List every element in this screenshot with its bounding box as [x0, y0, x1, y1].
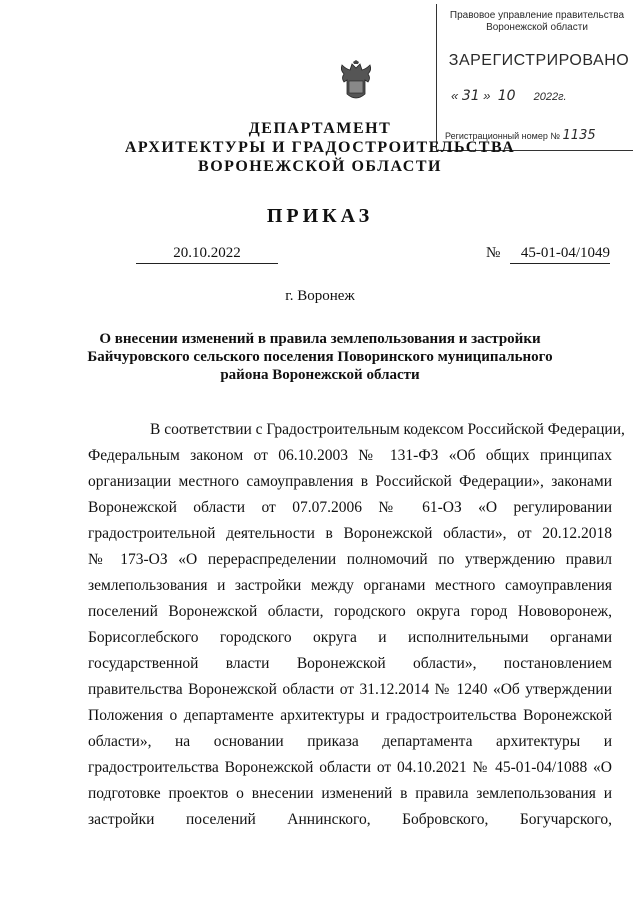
body-line: градостроительства Воронежской области от 04.10.2021 № 45-01-04/1088 «О: [88, 759, 612, 776]
body-line: организации местного самоуправления в Российской Федерации», законами: [88, 473, 612, 490]
stamp-authority: [445, 10, 629, 34]
body-line: Борисоглебского городского округа и исполнительными органами: [88, 629, 612, 646]
body-line: подготовке проектов о внесении изменений в правила землепользования и: [88, 785, 612, 802]
dept-line1: ДЕПАРТАМЕНТ: [248, 120, 392, 137]
stamp-authority-line1: Правовое управление правительства: [449, 10, 625, 21]
stamp-regnum: 1135: [562, 128, 596, 143]
body-line: застройки поселений Аннинского, Бобровского, Богучарского,: [88, 811, 612, 828]
stamp-month: 10: [497, 88, 516, 104]
title-line1: О внесении изменений в правила землепользования и застройки: [99, 331, 541, 347]
order-number: 45-01-04/1049: [510, 245, 610, 264]
body-line: Положения о департаменте архитектуры и градостроительства Воронежской: [88, 707, 612, 724]
title-line3: района Воронежской области: [220, 367, 420, 383]
stamp-year: 2022г.: [533, 91, 567, 103]
body-line: Федеральным законом от 06.10.2003 № 131-ФЗ «Об общих принципах: [88, 447, 612, 464]
stamp-authority-line2: Воронежской области: [486, 22, 588, 33]
body-line: землепользования и застройки между органами местного самоуправления: [88, 577, 612, 594]
body-line: поселений Воронежской области, городского округа город Нововоронеж,: [88, 603, 612, 620]
dept-line2: АРХИТЕКТУРЫ И ГРАДОСТРОИТЕЛЬСТВА: [124, 139, 516, 156]
city: г. Воронеж: [285, 288, 355, 304]
body-line: градостроительной деятельности в Воронежской области», от 20.12.2018: [88, 525, 612, 542]
title-line2: Байчуровского сельского поселения Поворинского муниципального: [87, 349, 553, 365]
number-sign: №: [486, 245, 501, 261]
body-line: правительства Воронежской области от 31.12.2014 № 1240 «Об утверждении: [88, 681, 612, 698]
body-line: В соответствии с Градостроительным кодексом Российской Федерации,: [150, 421, 625, 438]
coat-of-arms-emblem: [338, 60, 374, 104]
body-line: области», на основании приказа департамента архитектуры и: [88, 733, 612, 750]
body-line: Воронежской области от 07.07.2006 № 61-ОЗ «О регулировании: [88, 499, 612, 516]
body-line: государственной власти Воронежской области», постановлением: [88, 655, 612, 672]
order-date: 20.10.2022: [136, 245, 278, 264]
document-type: ПРИКАЗ: [266, 205, 374, 227]
body-line: № 173-ОЗ «О перераспределении полномочий по утверждению правил: [88, 551, 612, 568]
order-title: [0, 330, 640, 384]
dept-line3: ВОРОНЕЖСКОЙ ОБЛАСТИ: [198, 158, 442, 175]
stamp-registered: ЗАРЕГИСТРИРОВАНО: [448, 52, 630, 69]
stamp-date: « 31 » 10 2022г.: [451, 88, 567, 104]
stamp-regnum-label: Регистрационный номер №: [445, 131, 561, 141]
stamp-day: 31: [461, 88, 480, 104]
